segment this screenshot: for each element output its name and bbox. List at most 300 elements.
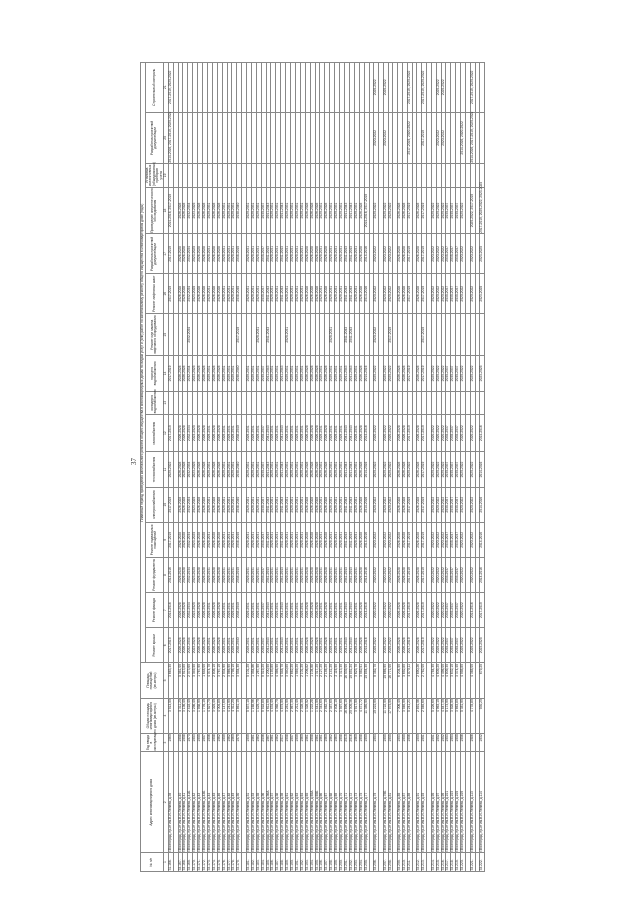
cell-col-5: 1 767,90 bbox=[198, 663, 203, 698]
cell-col-3: 1963 bbox=[335, 733, 340, 752]
cell-col-21: 2020-2022 bbox=[436, 63, 441, 113]
cell-col-17: 2026-2028 bbox=[359, 234, 364, 274]
cell-col-18: 2014-2016, 2017-2019 bbox=[169, 187, 174, 234]
cell-col-10: 2023-2025 bbox=[193, 487, 198, 522]
cell-col-7: 2041-2043 bbox=[281, 593, 286, 628]
cell-col-18: 2038-2040 bbox=[237, 187, 242, 234]
cell-col-14: 2017-2019 bbox=[169, 356, 174, 391]
cell-col-3: 1954 bbox=[374, 733, 379, 752]
cell-col-7: 2026-2028 bbox=[212, 593, 217, 628]
cell-col-9: 2029-2031 bbox=[354, 522, 359, 557]
cell-col-11: 2026-2028 bbox=[217, 452, 222, 487]
cell-col-6: 2041-2043 bbox=[349, 628, 354, 663]
cell-col-8: 2023-2025 bbox=[193, 557, 198, 592]
cell-col-11: 2020-2022 bbox=[436, 452, 441, 487]
cell-col-18: 2041-2043 bbox=[266, 187, 271, 234]
cell-col-16: 2029-2031 bbox=[335, 274, 340, 314]
header-roof: Ремонт крыши bbox=[145, 628, 164, 663]
cell-col-18: 2029-2031 bbox=[330, 187, 335, 234]
cell-col-8: 2029-2031 bbox=[335, 557, 340, 592]
cell-col-1: 33.192. bbox=[300, 853, 305, 872]
cell-col-9: 2014-2016 bbox=[480, 522, 485, 557]
cell-col-8: 2029-2031 bbox=[340, 557, 345, 592]
cell-col-6: 2023-2025 bbox=[193, 628, 198, 663]
cell-col-2: г.Волгоград, пр-кт им.В.И.Ленина, д.81 bbox=[388, 752, 393, 853]
cell-col-8: 2026-2028 bbox=[198, 557, 203, 592]
cell-col-9: 2023-2025 bbox=[193, 522, 198, 557]
cell-col-8: 2032-2034 bbox=[188, 557, 193, 592]
cell-col-16: 2029-2031 bbox=[340, 274, 345, 314]
cell-col-5: 2 373,60 bbox=[188, 663, 193, 698]
cell-col-9: 2035-2037 bbox=[261, 522, 266, 557]
cell-col-9: 2029-2031 bbox=[276, 522, 281, 557]
cell-col-2: г.Волгоград, пр-кт им.В.И.Ленина, д.79Б bbox=[383, 752, 388, 853]
cell-col-5: 5 101,20 bbox=[246, 663, 251, 698]
cell-col-14: 2041-2043 bbox=[266, 356, 271, 391]
cell-col-7: 2035-2037 bbox=[456, 593, 461, 628]
cell-col-4: 17 975,00 bbox=[388, 698, 393, 733]
cell-col-2: г.Волгоград, пр-кт им.В.И.Ленина, д.65 bbox=[305, 752, 310, 853]
cell-col-10: 2026-2028 bbox=[417, 487, 422, 522]
cell-col-20: 2017-2019, 2020-2022 bbox=[407, 112, 412, 164]
cell-col-6: 2026-2028 bbox=[217, 628, 222, 663]
cell-col-8: 2029-2031 bbox=[271, 557, 276, 592]
cell-col-12: 2029-2031 bbox=[320, 414, 325, 452]
cell-col-7: 2014-2016 bbox=[470, 593, 475, 628]
cell-col-2: г.Волгоград, пр-кт им.В.И.Ленина, д.45 bbox=[212, 752, 217, 853]
cell-col-2: г.Волгоград, пр-кт им.В.И.Ленина, д.71 bbox=[345, 752, 350, 853]
cell-col-2: г.Волгоград, пр-кт им.В.И.Ленина, д.43 bbox=[198, 752, 203, 853]
cell-col-8: 2029-2031 bbox=[256, 557, 261, 592]
cell-col-18: 2020-2022 bbox=[461, 187, 466, 234]
cell-col-20: 2014-2016, 2020-2022 bbox=[461, 112, 466, 164]
cell-col-13 bbox=[480, 391, 485, 414]
cell-col-14: 2026-2028 bbox=[183, 356, 188, 391]
cell-col-14: 2029-2031 bbox=[330, 356, 335, 391]
cell-col-6: 2029-2031 bbox=[222, 628, 227, 663]
cell-col-10: 2041-2043 bbox=[349, 487, 354, 522]
cell-col-11: 2026-2028 bbox=[359, 452, 364, 487]
cell-col-2: г.Волгоград, пр-кт им.В.И.Ленина, д.58 bbox=[276, 752, 281, 853]
cell-col-11: 2032-2034 bbox=[188, 452, 193, 487]
cell-col-17: 2026-2028 bbox=[402, 234, 407, 274]
cell-col-10: 2035-2037 bbox=[456, 487, 461, 522]
cell-col-4: 4 847,30 bbox=[441, 698, 446, 733]
cell-col-4: 4 004,80 bbox=[217, 698, 222, 733]
cell-col-6: 2029-2031 bbox=[291, 628, 296, 663]
cell-col-4: 4 611,90 bbox=[266, 698, 271, 733]
cell-col-9: 2026-2028 bbox=[310, 522, 315, 557]
cell-col-14: 2029-2031 bbox=[291, 356, 296, 391]
cell-col-9: 2032-2034 bbox=[188, 522, 193, 557]
cell-col-5: 3 966,90 bbox=[227, 663, 232, 698]
cell-col-17: 2041-2043 bbox=[345, 234, 350, 274]
cell-col-3: 1960 bbox=[354, 733, 359, 752]
cell-col-18: 2029-2031 bbox=[222, 187, 227, 234]
cell-col-18: 2026-2028 bbox=[417, 187, 422, 234]
cell-col-9: 2014-2016 bbox=[364, 522, 369, 557]
cell-col-1: 33.217. bbox=[446, 853, 451, 872]
cell-col-17: 2029-2031 bbox=[207, 234, 212, 274]
cell-col-10: 2029-2031 bbox=[251, 487, 256, 522]
cell-col-6: 2029-2031 bbox=[227, 628, 232, 663]
cell-col-11: 2026-2028 bbox=[398, 452, 403, 487]
cell-col-4: 3 597,60 bbox=[340, 698, 345, 733]
cell-col-3: 1961 bbox=[271, 733, 276, 752]
cell-col-10: 2029-2031 bbox=[222, 487, 227, 522]
cell-col-6: 2020-2022 bbox=[461, 628, 466, 663]
cell-col-17: 2026-2028 bbox=[417, 234, 422, 274]
cell-col-2: г.Волгоград, пр-кт им.В.И.Ленина, д.56 bbox=[261, 752, 266, 853]
cell-col-15: 2041-2043 bbox=[266, 314, 271, 356]
cell-col-8: 2020-2022 bbox=[374, 557, 379, 592]
header-elevator-design: Разработка проектной документации bbox=[145, 234, 164, 274]
cell-col-16: 2020-2022 bbox=[388, 274, 393, 314]
header-address: Адрес многоквартирного дома bbox=[141, 752, 164, 853]
cell-col-8: 2035-2037 bbox=[446, 557, 451, 592]
cell-col-1: 33.207. bbox=[383, 853, 388, 872]
cell-col-2: г.Волгоград, пр-кт им.В.И.Ленина, д.97 bbox=[436, 752, 441, 853]
cell-col-6: 2041-2043 bbox=[281, 628, 286, 663]
cell-col-5: 19 851,24 bbox=[349, 663, 354, 698]
cell-col-18: 2020-2022 bbox=[374, 187, 379, 234]
cell-col-16: 2026-2028 bbox=[315, 274, 320, 314]
cell-col-7: 2029-2031 bbox=[271, 593, 276, 628]
cell-col-1: 33.205. bbox=[364, 853, 369, 872]
cell-col-5: 1 104,88 bbox=[310, 663, 315, 698]
cell-col-2: г.Волгоград, пр-кт им.В.И.Ленина, д.103 bbox=[451, 752, 456, 853]
colnum-14: 14 bbox=[164, 356, 169, 391]
cell-col-8: 2029-2031 bbox=[251, 557, 256, 592]
cell-col-16: 2029-2031 bbox=[246, 274, 251, 314]
cell-col-10: 2026-2028 bbox=[325, 487, 330, 522]
cell-col-15: 2017-2019 bbox=[388, 314, 393, 356]
cell-col-14: 2035-2037 bbox=[451, 356, 456, 391]
cell-col-12: 2041-2043 bbox=[266, 414, 271, 452]
cell-col-5: 4 609,20 bbox=[436, 663, 441, 698]
colnum-12: 12 bbox=[164, 414, 169, 452]
cell-col-15: 2041-2043 bbox=[349, 314, 354, 356]
cell-col-11: 2041-2043 bbox=[349, 452, 354, 487]
cell-col-7: 2020-2022 bbox=[383, 593, 388, 628]
cell-col-11: 2029-2031 bbox=[271, 452, 276, 487]
cell-col-8: 2029-2031 bbox=[286, 557, 291, 592]
cell-col-10: 2029-2031 bbox=[320, 487, 325, 522]
cell-col-6: 2020-2022 bbox=[431, 628, 436, 663]
cell-col-5: 6 204,50 bbox=[398, 663, 403, 698]
cell-col-16: 2026-2028 bbox=[203, 274, 208, 314]
cell-col-12: 2026-2028 bbox=[178, 414, 183, 452]
cell-col-4: 5 173,90 bbox=[446, 698, 451, 733]
cell-col-11: 2041-2043 bbox=[281, 452, 286, 487]
cell-col-2: г.Волгоград, пр-кт им.В.И.Ленина, д.55 bbox=[256, 752, 261, 853]
cell-col-16: 2029-2031 bbox=[232, 274, 237, 314]
cell-col-3: 1967 bbox=[266, 733, 271, 752]
cell-col-4: 10 222,90 bbox=[374, 698, 379, 733]
cell-col-11: 2029-2031 bbox=[232, 452, 237, 487]
colnum-8: 8 bbox=[164, 557, 169, 592]
cell-col-1: 33.200. bbox=[340, 853, 345, 872]
cell-col-14: 2035-2037 bbox=[456, 356, 461, 391]
cell-col-14: 2020-2022 bbox=[461, 356, 466, 391]
cell-col-4: 9 918,80 bbox=[261, 698, 266, 733]
cell-col-8: 2017-2019 bbox=[422, 557, 427, 592]
cell-col-10: 2029-2031 bbox=[300, 487, 305, 522]
cell-col-6: 2026-2028 bbox=[359, 628, 364, 663]
cell-col-8: 2029-2031 bbox=[295, 557, 300, 592]
cell-col-2: г.Волгоград, пр-кт им.В.И.Ленина, д.61 bbox=[286, 752, 291, 853]
cell-col-3: 1962 bbox=[256, 733, 261, 752]
cell-col-11: 2029-2031 bbox=[330, 452, 335, 487]
colnum-2: 2 bbox=[164, 752, 169, 853]
cell-col-18: 2029-2031 bbox=[340, 187, 345, 234]
cell-col-11: 2020-2022 bbox=[383, 452, 388, 487]
cell-col-6: 2026-2028 bbox=[310, 628, 315, 663]
cell-col-3: 1962 bbox=[276, 733, 281, 752]
cell-col-2: г.Волгоград, пр-кт им.В.И.Ленина, д.56А bbox=[266, 752, 271, 853]
cell-col-17: 2029-2031 bbox=[335, 234, 340, 274]
cell-col-10: 2029-2031 bbox=[340, 487, 345, 522]
cell-col-17: 2041-2043 bbox=[281, 234, 286, 274]
cell-col-9: 2026-2028 bbox=[325, 522, 330, 557]
cell-col-9: 2020-2022 bbox=[388, 522, 393, 557]
cell-col-3: 1959 bbox=[246, 733, 251, 752]
cell-col-18: 2026-2028 bbox=[305, 187, 310, 234]
header-living-area: Площадь помещений (кв.метры) bbox=[141, 663, 164, 698]
cell-col-8: 2029-2031 bbox=[222, 557, 227, 592]
cell-col-9: 2029-2031 bbox=[222, 522, 227, 557]
cell-col-16: 2017-2019 bbox=[407, 274, 412, 314]
cell-col-10: 2026-2028 bbox=[359, 487, 364, 522]
cell-col-10: 2026-2028 bbox=[198, 487, 203, 522]
cell-col-5: 5 081,00 bbox=[178, 663, 183, 698]
cell-col-7: 2041-2043 bbox=[349, 593, 354, 628]
cell-col-9: 2041-2043 bbox=[349, 522, 354, 557]
cell-col-14: 2026-2028 bbox=[315, 356, 320, 391]
cell-col-1: 33.221. bbox=[470, 853, 475, 872]
cell-col-11: 2029-2031 bbox=[276, 452, 281, 487]
cell-col-4: 4 368,70 bbox=[276, 698, 281, 733]
cell-col-12: 2026-2028 bbox=[305, 414, 310, 452]
cell-col-2: г.Волгоград, пр-кт им.В.И.Ленина, д.42 bbox=[193, 752, 198, 853]
cell-col-2: г.Волгоград, пр-кт им.В.И.Ленина, д.73 bbox=[354, 752, 359, 853]
cell-col-7: 2026-2028 bbox=[217, 593, 222, 628]
table-body bbox=[169, 63, 485, 872]
cell-col-9: 2035-2037 bbox=[446, 522, 451, 557]
cell-col-17: 2020-2022 bbox=[441, 234, 446, 274]
cell-col-10: 2029-2031 bbox=[295, 487, 300, 522]
header-energy-survey: Проведение энергетического обследования bbox=[145, 187, 164, 234]
cell-col-18: 2026-2028 bbox=[402, 187, 407, 234]
cell-col-8: 2026-2028 bbox=[178, 557, 183, 592]
cell-col-4: 2 328,30 bbox=[300, 698, 305, 733]
cell-col-3: 1960 bbox=[300, 733, 305, 752]
cell-col-1: 33.198. bbox=[330, 853, 335, 872]
cell-col-11: 2026-2028 bbox=[183, 452, 188, 487]
cell-col-9: 2029-2031 bbox=[232, 522, 237, 557]
cell-col-3: 2015 bbox=[345, 733, 350, 752]
cell-col-4: 2 891,06 bbox=[417, 698, 422, 733]
cell-col-9: 2026-2028 bbox=[183, 522, 188, 557]
cell-col-20: 2017-2019 bbox=[422, 112, 427, 164]
cell-col-3: 1958 bbox=[212, 733, 217, 752]
cell-col-2: г.Волгоград, пр-кт им.В.И.Ленина, д.41 bbox=[183, 752, 188, 853]
cell-col-5: 4 496,00 bbox=[441, 663, 446, 698]
cell-col-18: 2026-2028 bbox=[310, 187, 315, 234]
cell-col-18: 2041-2043 bbox=[349, 187, 354, 234]
cell-col-6: 2026-2028 bbox=[203, 628, 208, 663]
cell-col-5: 3 663,30 bbox=[169, 663, 174, 698]
cell-col-14: 2029-2031 bbox=[271, 356, 276, 391]
cell-col-12: 2020-2022 bbox=[431, 414, 436, 452]
cell-col-15: 2029-2031 bbox=[286, 314, 291, 356]
cell-col-4: 3 281,00 bbox=[286, 698, 291, 733]
cell-col-7: 2029-2031 bbox=[300, 593, 305, 628]
cell-col-17: 2017-2019 bbox=[407, 234, 412, 274]
cell-col-4: 1 776,10 bbox=[203, 698, 208, 733]
cell-col-17: 2029-2031 bbox=[256, 234, 261, 274]
cell-col-5: 2 808,10 bbox=[212, 663, 217, 698]
cell-col-14: 2026-2028 bbox=[217, 356, 222, 391]
cell-col-14: 2035-2037 bbox=[446, 356, 451, 391]
cell-col-8: 2026-2028 bbox=[217, 557, 222, 592]
cell-col-6: 2038-2040 bbox=[237, 628, 242, 663]
cell-col-9: 2026-2028 bbox=[217, 522, 222, 557]
cell-col-14: 2029-2031 bbox=[340, 356, 345, 391]
cell-col-7: 2020-2022 bbox=[431, 593, 436, 628]
cell-col-10: 2041-2043 bbox=[345, 487, 350, 522]
cell-col-14: 2041-2043 bbox=[281, 356, 286, 391]
cell-col-9: 2017-2019 bbox=[169, 522, 174, 557]
cell-col-6: 2032-2034 bbox=[188, 628, 193, 663]
cell-col-6: 2026-2028 bbox=[417, 628, 422, 663]
cell-col-9: 2017-2019 bbox=[407, 522, 412, 557]
cell-col-6: 2041-2043 bbox=[345, 628, 350, 663]
cell-col-16: 2020-2022 bbox=[374, 274, 379, 314]
cell-col-7: 2029-2031 bbox=[340, 593, 345, 628]
cell-col-9: 2029-2031 bbox=[271, 522, 276, 557]
header-elevator: Ремонт или замена лифтового оборудования bbox=[145, 314, 164, 356]
cell-col-3: 1952 bbox=[436, 733, 441, 752]
cell-col-5: 1 989,20 bbox=[295, 663, 300, 698]
cell-col-3: 1962 bbox=[217, 733, 222, 752]
cell-col-16: 2020-2022 bbox=[436, 274, 441, 314]
cell-col-14: 2020-2022 bbox=[374, 356, 379, 391]
colnum-10: 10 bbox=[164, 487, 169, 522]
cell-col-12: 2014-2016 bbox=[364, 414, 369, 452]
cell-col-10: 2029-2031 bbox=[354, 487, 359, 522]
cell-col-5: 2 913,80 bbox=[183, 663, 188, 698]
cell-col-7: 2029-2031 bbox=[286, 593, 291, 628]
cell-col-16: 2032-2034 bbox=[188, 274, 193, 314]
cell-col-3: 1953 bbox=[193, 733, 198, 752]
cell-col-11: 2026-2028 bbox=[203, 452, 208, 487]
cell-col-17: 2020-2022 bbox=[431, 234, 436, 274]
cell-col-17: 2023-2025 bbox=[480, 234, 485, 274]
cell-col-12: 2029-2031 bbox=[295, 414, 300, 452]
cell-col-8: 2020-2022 bbox=[388, 557, 393, 592]
cell-col-10: 2029-2031 bbox=[276, 487, 281, 522]
cell-col-6: 2035-2037 bbox=[446, 628, 451, 663]
colnum-16: 16 bbox=[164, 274, 169, 314]
cell-col-11: 2026-2028 bbox=[315, 452, 320, 487]
cell-col-1: 33.206. bbox=[374, 853, 379, 872]
cell-col-8: 2026-2028 bbox=[325, 557, 330, 592]
cell-col-8: 2029-2031 bbox=[232, 557, 237, 592]
cell-col-7: 2020-2022 bbox=[441, 593, 446, 628]
page-number: 37 bbox=[130, 458, 138, 465]
cell-col-2: г.Волгоград, пр-кт им.В.И.Ленина, д.105 bbox=[456, 752, 461, 853]
cell-col-3: 1956 bbox=[461, 733, 466, 752]
cell-col-3: 1962 bbox=[227, 733, 232, 752]
cell-col-8: 2035-2037 bbox=[456, 557, 461, 592]
cell-col-4: 1 958,90 bbox=[198, 698, 203, 733]
cell-col-2: г.Волгоград, пр-кт им.В.И.Ленина, д.65Б bbox=[315, 752, 320, 853]
cell-col-3: 1953 bbox=[446, 733, 451, 752]
cell-col-7: 2017-2019 bbox=[480, 593, 485, 628]
cell-col-4: 16 896,10 bbox=[345, 698, 350, 733]
cell-col-10: 2020-2022 bbox=[436, 487, 441, 522]
cell-col-10: 2035-2037 bbox=[451, 487, 456, 522]
cell-col-6: 2029-2031 bbox=[207, 628, 212, 663]
cell-col-5: 2 101,20 bbox=[300, 663, 305, 698]
cell-col-5: 9 382,70 bbox=[374, 663, 379, 698]
cell-col-7: 2029-2031 bbox=[335, 593, 340, 628]
cell-col-15: 2020-2022 bbox=[374, 314, 379, 356]
cell-col-11: 2035-2037 bbox=[451, 452, 456, 487]
cell-col-18: 2029-2031 bbox=[251, 187, 256, 234]
cell-col-1: 33.204. bbox=[359, 853, 364, 872]
cell-col-3: 1958 bbox=[178, 733, 183, 752]
cell-col-1: 33.188. bbox=[281, 853, 286, 872]
cell-col-7: 2041-2043 bbox=[266, 593, 271, 628]
cell-col-21: 2020-2022 bbox=[374, 63, 379, 113]
cell-col-1: 33.208. bbox=[388, 853, 393, 872]
cell-col-11: 2029-2031 bbox=[291, 452, 296, 487]
cell-col-12: 2026-2028 bbox=[198, 414, 203, 452]
cell-col-4: 4 241,90 bbox=[227, 698, 232, 733]
cell-col-11: 2026-2028 bbox=[178, 452, 183, 487]
cell-col-18: 2035-2037 bbox=[446, 187, 451, 234]
cell-col-11: 2029-2031 bbox=[300, 452, 305, 487]
cell-col-3: 1932 bbox=[480, 733, 485, 752]
cell-col-8: 2026-2028 bbox=[203, 557, 208, 592]
cell-col-1: 33.175. bbox=[217, 853, 222, 872]
cell-col-12: 2035-2037 bbox=[456, 414, 461, 452]
cell-col-3: 1959 bbox=[222, 733, 227, 752]
cell-col-11: 2029-2031 bbox=[295, 452, 300, 487]
cell-col-7: 2029-2031 bbox=[320, 593, 325, 628]
cell-col-12: 2020-2022 bbox=[461, 414, 466, 452]
cell-col-9: 2020-2022 bbox=[461, 522, 466, 557]
cell-col-4: 11 722,00 bbox=[383, 698, 388, 733]
cell-col-1: 33.209. bbox=[398, 853, 403, 872]
cell-col-6: 2020-2022 bbox=[436, 628, 441, 663]
cell-col-4: 2 344,60 bbox=[320, 698, 325, 733]
cell-col-5: 1 054,86 bbox=[251, 663, 256, 698]
cell-col-1: 33.218. bbox=[451, 853, 456, 872]
cell-col-7: 2017-2019 bbox=[407, 593, 412, 628]
cell-col-1: 33.183. bbox=[256, 853, 261, 872]
cell-col-3: 1955 bbox=[456, 733, 461, 752]
colnum-3: 3 bbox=[164, 733, 169, 752]
cell-col-17: 2026-2028 bbox=[325, 234, 330, 274]
cell-col-17: 2035-2037 bbox=[261, 234, 266, 274]
colnum-9: 9 bbox=[164, 522, 169, 557]
cell-col-8: 2020-2022 bbox=[436, 557, 441, 592]
cell-col-8: 2035-2037 bbox=[451, 557, 456, 592]
cell-col-5: 2 116,50 bbox=[335, 663, 340, 698]
